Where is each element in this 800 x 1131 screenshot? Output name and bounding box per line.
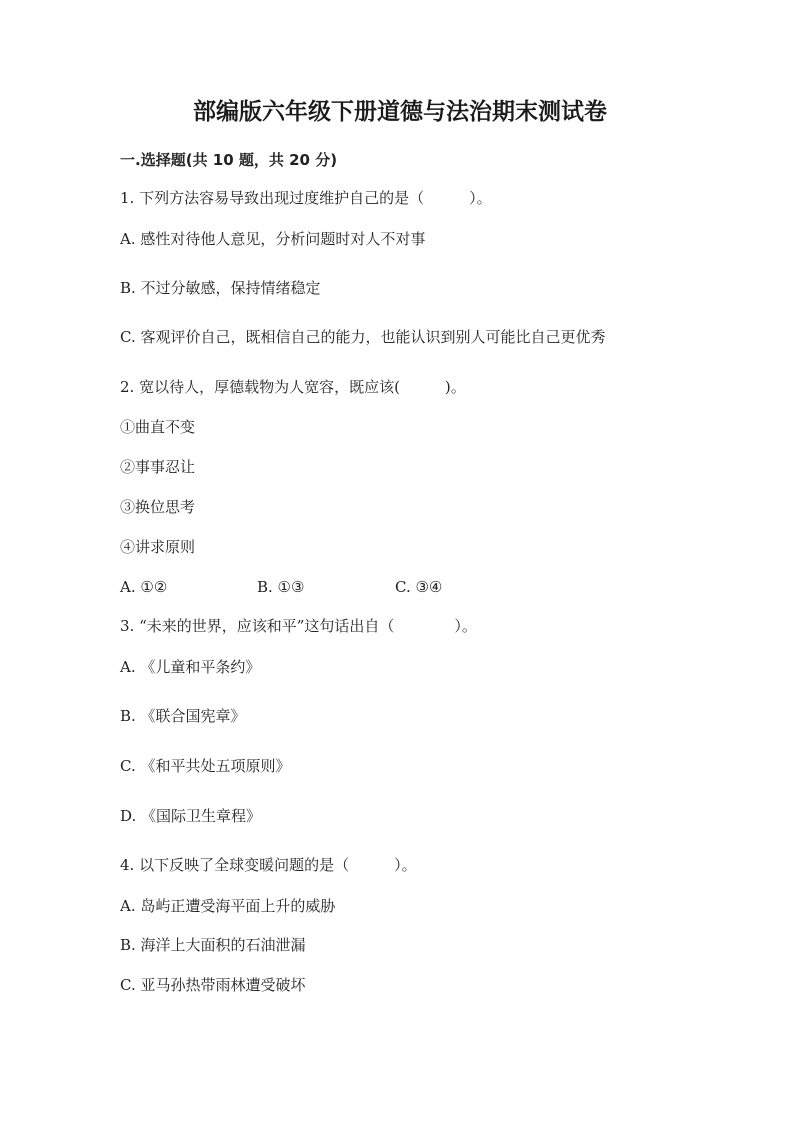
- question-2-stem: 2. 宽以待人，厚德载物为人宽容，既应该( )。: [120, 378, 466, 396]
- question-4-option-a: A. 岛屿正遭受海平面上升的威胁: [120, 897, 336, 915]
- question-4-stem: 4. 以下反映了全球变暖问题的是（ ）。: [120, 856, 417, 874]
- question-2-item-2: ②事事忍让: [120, 458, 196, 476]
- question-2-item-1: ①曲直不变: [120, 418, 196, 436]
- question-1-option-a: A. 感性对待他人意见，分析问题时对人不对事: [120, 230, 426, 248]
- page-title: 部编版六年级下册道德与法治期末测试卷: [193, 99, 607, 125]
- question-3-option-c: C. 《和平共处五项原则》: [120, 757, 291, 775]
- question-2-item-4: ④讲求原则: [120, 538, 196, 556]
- question-2-option-a: A. ①②: [120, 578, 168, 596]
- question-2-option-c: C. ③④: [395, 578, 443, 596]
- question-1-option-c: C. 客观评价自己，既相信自己的能力，也能认识到别人可能比自己更优秀: [120, 328, 606, 346]
- question-1-option-b: B. 不过分敏感，保持情绪稳定: [120, 279, 321, 297]
- question-3-option-d: D. 《国际卫生章程》: [120, 807, 262, 825]
- question-4-option-c: C. 亚马孙热带雨林遭受破坏: [120, 976, 306, 994]
- question-2-item-3: ③换位思考: [120, 498, 196, 516]
- question-3-option-b: B. 《联合国宪章》: [120, 707, 246, 725]
- question-3-stem: 3. “未来的世界，应该和平”这句话出自（ ）。: [120, 617, 477, 635]
- question-1-stem: 1. 下列方法容易导致出现过度维护自己的是（ ）。: [120, 189, 492, 207]
- question-3-option-a: A. 《儿童和平条约》: [120, 658, 261, 676]
- question-4-option-b: B. 海洋上大面积的石油泄漏: [120, 936, 306, 954]
- section-heading: 一.选择题(共 10 题，共 20 分): [120, 151, 338, 169]
- question-2-option-b: B. ①③: [257, 578, 305, 596]
